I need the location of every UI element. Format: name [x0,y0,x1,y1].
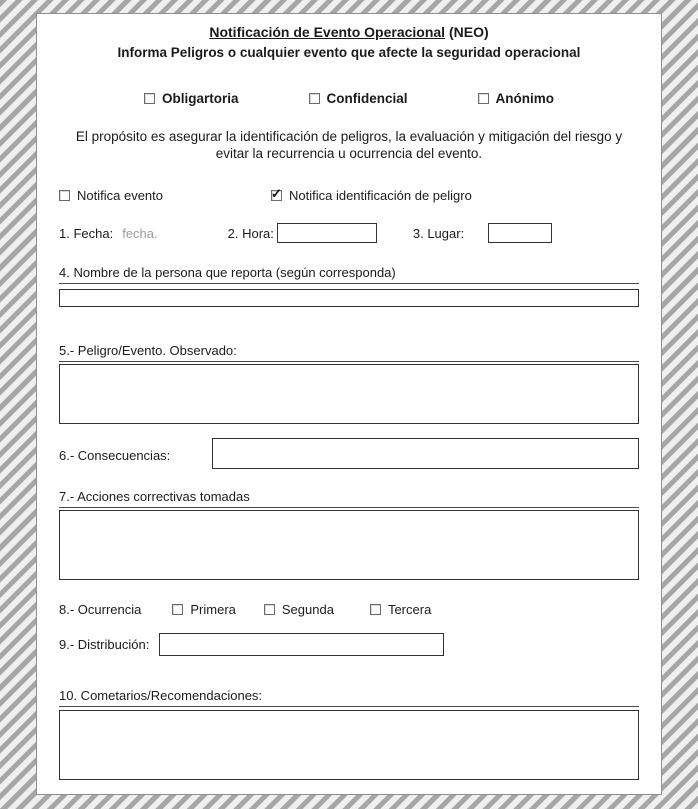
confidencial-label: Confidencial [326,91,408,106]
confidencial-checkbox-icon[interactable] [309,93,320,104]
notifica-peligro-checkbox[interactable] [271,188,472,203]
comentarios-label: 10. Cometarios/Recomendaciones: [59,688,639,707]
tercera-checkbox-icon[interactable] [370,604,381,615]
notifica-evento-label: Notifica evento [77,188,163,203]
peligro-label: 5.- Peligro/Evento. Observado: [59,343,639,362]
classification-row [59,91,639,106]
notifica-peligro-checkbox-icon[interactable] [271,190,282,201]
consecuencias-row [59,438,639,469]
form-title [59,24,639,41]
purpose-text: El propósito es asegurar la identificación de peligros, la evaluación y mitigación del riesgo y evitar la recurrencia u ocurrencia del evento. [75,129,623,161]
distribucion-input[interactable] [159,633,444,656]
comentarios-textarea[interactable] [59,710,639,780]
acciones-label: 7.- Acciones correctivas tomadas [59,489,639,508]
notifica-evento-checkbox-icon[interactable] [59,190,70,201]
tercera-checkbox[interactable] [370,602,431,617]
segunda-checkbox[interactable] [264,602,334,617]
consecuencias-label: 6.- Consecuencias: [59,448,171,463]
obligatoria-checkbox[interactable] [144,91,239,106]
obligatoria-label: Obligartoria [161,91,239,106]
notifica-peligro-label: Notifica identificación de peligro [289,188,472,203]
segunda-checkbox-icon[interactable] [264,604,275,615]
segunda-label: Segunda [281,602,334,617]
tercera-label: Tercera [387,602,432,617]
ocurrencia-label: 8.- Ocurrencia [59,602,142,617]
obligatoria-checkbox-icon[interactable] [144,93,155,104]
form-title-suffix: (NEO) [445,24,489,40]
peligro-textarea[interactable] [59,364,639,424]
confidencial-checkbox[interactable] [309,91,408,106]
hora-label: 2. Hora: [227,225,274,241]
primera-label: Primera [190,602,236,617]
form-subtitle: Informa Peligros o cualquier evento que afecte la seguridad operacional [117,45,581,60]
lugar-input[interactable] [488,223,552,243]
anonimo-label: Anónimo [495,91,555,106]
ocurrencia-row [59,602,639,617]
form-page [36,13,662,795]
primera-checkbox[interactable] [172,602,236,617]
distribucion-row [59,633,639,656]
date-row [59,223,639,243]
notify-row [59,188,639,203]
fecha-label: 1. Fecha: [59,225,114,241]
form-title-main: Notificación de Evento Operacional [209,24,446,40]
nombre-label: 4. Nombre de la persona que reporta (según corresponda) [59,265,639,284]
nombre-input[interactable] [59,289,639,307]
anonimo-checkbox-icon[interactable] [478,93,489,104]
distribucion-label: 9.- Distribución: [59,637,150,652]
hora-input[interactable] [277,223,377,243]
lugar-label: 3. Lugar: [412,225,465,241]
primera-checkbox-icon[interactable] [172,604,183,615]
consecuencias-input[interactable] [212,438,639,469]
notifica-evento-checkbox[interactable] [59,188,163,203]
fecha-value[interactable]: fecha. [122,225,158,241]
acciones-textarea[interactable] [59,510,639,580]
anonimo-checkbox[interactable] [478,91,555,106]
